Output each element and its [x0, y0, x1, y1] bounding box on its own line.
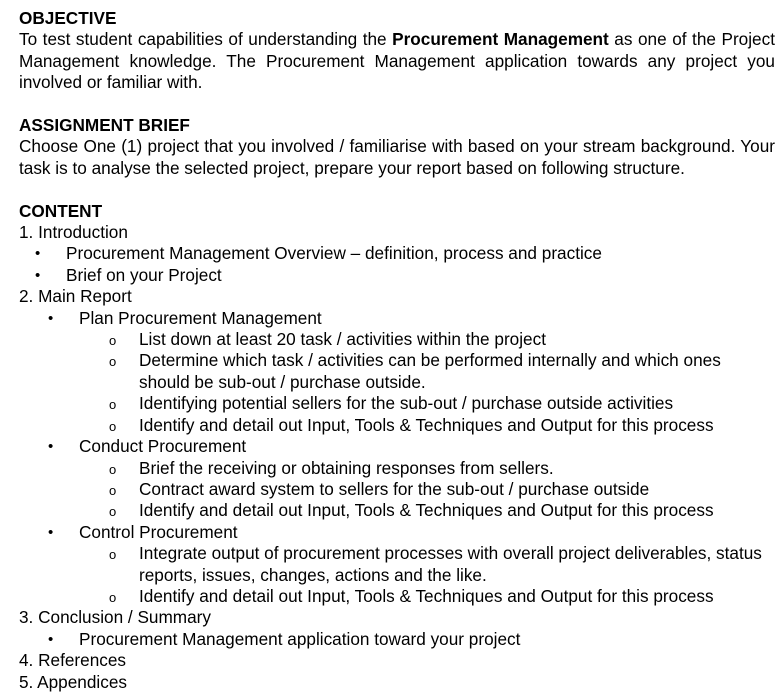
section-conclusion: 3. Conclusion / Summary — [19, 607, 211, 628]
section-introduction: 1. Introduction — [19, 222, 128, 243]
list-item: o Integrate output of procurement processes with overall project deliverables, status reports, issues, changes, actions and the like. — [19, 543, 775, 586]
section-main-report: 2. Main Report — [19, 286, 132, 307]
list-item: • Brief on your Project — [19, 265, 775, 286]
objective-text-end: as one of the Project Management knowledge. The Procurement Management application towards any project you involved or familiar with. — [19, 29, 775, 93]
document-page — [19, 8, 775, 693]
list-item: o Determine which task / activities can be performed internally and which ones should be sub-out / purchase outside. — [19, 350, 775, 393]
objective-text-start: To test student capabilities of understanding the — [19, 29, 393, 50]
list-item: o Contract award system to sellers for the sub-out / purchase outside — [19, 479, 775, 500]
objective-paragraph — [19, 29, 775, 93]
list-item: o List down at least 20 task / activities within the project — [19, 329, 775, 350]
content-heading: CONTENT — [19, 200, 103, 221]
spacer — [19, 94, 775, 115]
spacer — [19, 179, 775, 200]
brief-heading: ASSIGNMENT BRIEF — [19, 115, 190, 136]
subsection-plan: • Plan Procurement Management — [19, 308, 775, 329]
subsection-control: • Control Procurement — [19, 522, 775, 543]
list-item: o Identify and detail out Input, Tools & Techniques and Output for this process — [19, 586, 775, 607]
section-appendices: 5. Appendices — [19, 671, 127, 692]
brief-paragraph: Choose One (1) project that you involved / familiarise with based on your stream background. Your task is to analyse the selected project, prepare your report based on following structure. — [19, 136, 775, 178]
section-references: 4. References — [19, 650, 127, 671]
list-item: o Identify and detail out Input, Tools & Techniques and Output for this process — [19, 415, 775, 436]
list-item: • Procurement Management application toward your project — [19, 629, 775, 650]
list-item: o Brief the receiving or obtaining responses from sellers. — [19, 458, 775, 479]
subsection-conduct: • Conduct Procurement — [19, 436, 775, 457]
list-item: o Identify and detail out Input, Tools & Techniques and Output for this process — [19, 500, 775, 521]
objective-bold-term: Procurement Management — [392, 29, 609, 50]
objective-heading: OBJECTIVE — [19, 8, 117, 28]
list-item: • Procurement Management Overview – definition, process and practice — [19, 243, 775, 264]
list-item: o Identifying potential sellers for the sub-out / purchase outside activities — [19, 393, 775, 414]
